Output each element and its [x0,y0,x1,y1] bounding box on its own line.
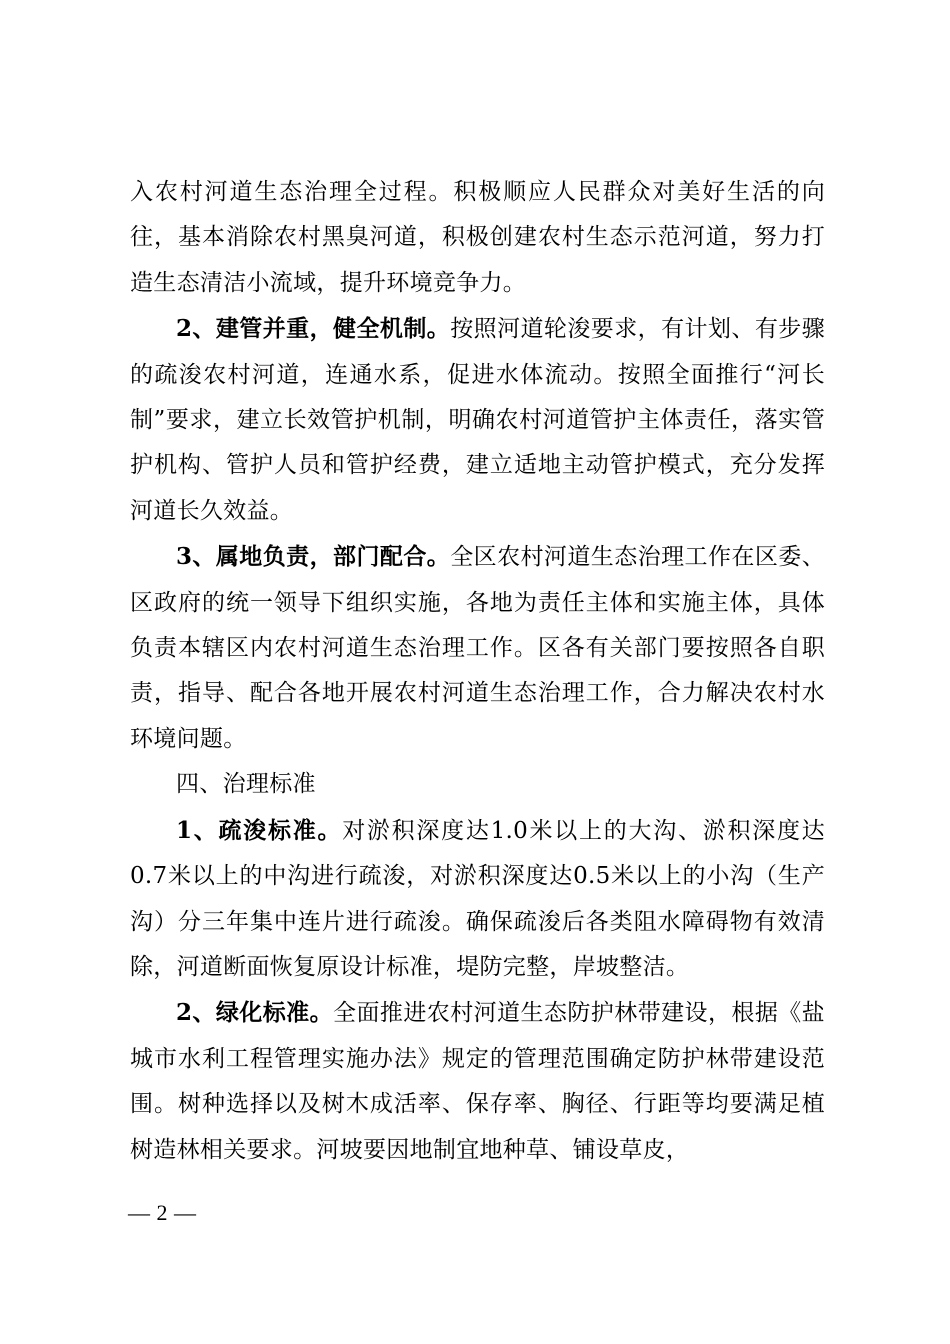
section-title-governance-standards [130,762,825,807]
paragraph-continuation [130,170,825,306]
paragraph-heading: 1、疏浚标准。 [176,816,343,844]
section-title-text: 四、治理标准 [176,771,316,798]
paragraph-territorial-responsibility [130,534,825,762]
paragraph-heading: 2、建管并重，健全机制。 [176,315,451,343]
page-number: — 2 — [128,1200,197,1225]
paragraph-text: 按照河道轮浚要求，有计划、有步骤的疏浚农村河道，连通水系，促进水体流动。按照全面推行“河长制”要求，建立长效管护机制，明确农村河道管护主体责任，落实管护机构、管护人员和管护经费，建立适地主动管护模式，充分发挥河道长久效益。 [130,316,825,524]
paragraph-construction-management [130,306,825,534]
paragraph-dredging-standard [130,808,825,991]
paragraph-text: 全面推进农村河道生态防护林带建设，根据《盐城市水利工程管理实施办法》规定的管理范围确定防护林带建设范围。树种选择以及树木成活率、保存率、胸径、行距等均要满足植树造林相关要求。河坡要因地制宜地种草、铺设草皮， [130,1000,825,1163]
document-body [130,170,825,1173]
paragraph-heading: 3、属地负责，部门配合。 [176,543,451,571]
paragraph-greening-standard [130,990,825,1173]
paragraph-heading: 2、绿化标准。 [176,999,334,1027]
paragraph-text: 对淤积深度达1.0米以上的大沟、淤积深度达0.7米以上的中沟进行疏浚，对淤积深度达0.5米以上的小沟（生产沟）分三年集中连片进行疏浚。确保疏浚后各类阻水障碍物有效清除，河道断面恢复原设计标准，堤防完整，岸坡整洁。 [130,817,825,980]
paragraph-text: 全区农村河道生态治理工作在区委、区政府的统一领导下组织实施，各地为责任主体和实施主体，具体负责本辖区内农村河道生态治理工作。区各有关部门要按照各自职责，指导、配合各地开展农村河道生态治理工作，合力解决农村水环境问题。 [130,544,825,752]
paragraph-text: 入农村河道生态治理全过程。积极顺应人民群众对美好生活的向往，基本消除农村黑臭河道，积极创建农村生态示范河道，努力打造生态清洁小流域，提升环境竞争力。 [130,179,825,296]
